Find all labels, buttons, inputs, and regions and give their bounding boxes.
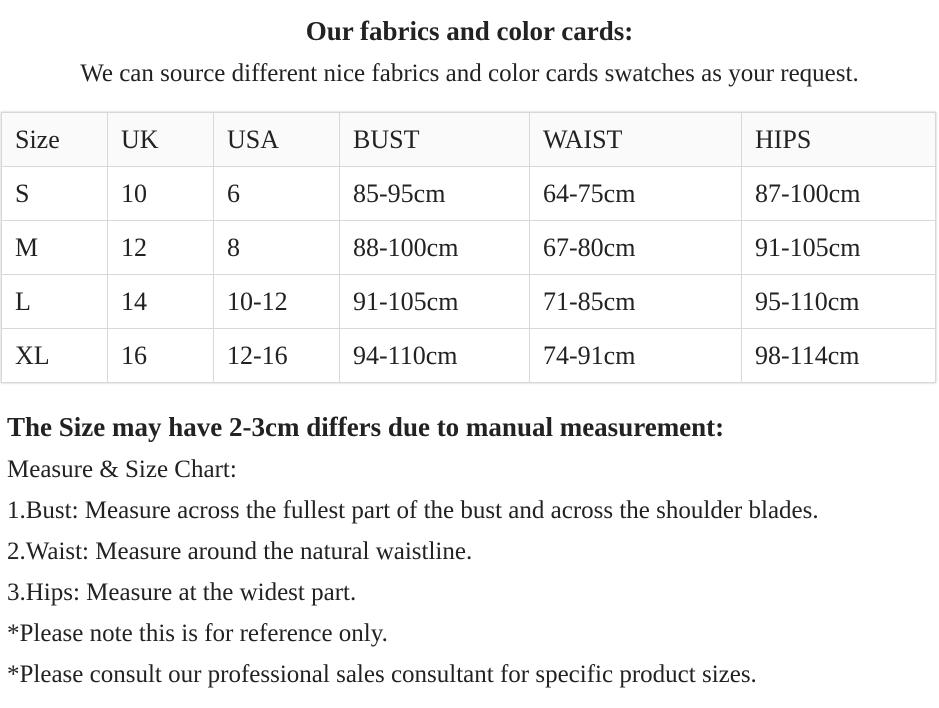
table-row bbox=[2, 275, 936, 329]
cell-hips: 98-114cm bbox=[742, 329, 936, 383]
header-bust: BUST bbox=[340, 113, 530, 167]
table-row bbox=[2, 329, 936, 383]
cell-bust: 91-105cm bbox=[340, 275, 530, 329]
cell-hips: 87-100cm bbox=[742, 167, 936, 221]
bust-instruction: 1.Bust: Measure across the fullest part of the bust and across the shoulder blades. bbox=[7, 497, 819, 524]
cell-usa: 12-16 bbox=[214, 329, 340, 383]
cell-hips: 95-110cm bbox=[742, 275, 936, 329]
hips-instruction: 3.Hips: Measure at the widest part. bbox=[7, 579, 357, 606]
cell-uk: 14 bbox=[108, 275, 214, 329]
waist-instruction: 2.Waist: Measure around the natural waistline. bbox=[7, 538, 473, 565]
cell-waist: 74-91cm bbox=[530, 329, 742, 383]
cell-usa: 6 bbox=[214, 167, 340, 221]
size-chart-table bbox=[1, 112, 936, 383]
cell-size: M bbox=[2, 221, 108, 275]
header-waist: WAIST bbox=[530, 113, 742, 167]
cell-uk: 16 bbox=[108, 329, 214, 383]
page-subtitle: We can source different nice fabrics and color cards swatches as your request. bbox=[80, 60, 859, 87]
header-size: Size bbox=[2, 113, 108, 167]
cell-bust: 94-110cm bbox=[340, 329, 530, 383]
cell-usa: 8 bbox=[214, 221, 340, 275]
page-title: Our fabrics and color cards: bbox=[305, 16, 634, 46]
header-uk: UK bbox=[108, 113, 214, 167]
table-header-row bbox=[2, 113, 936, 167]
measure-chart-title: Measure & Size Chart: bbox=[7, 456, 237, 483]
cell-waist: 67-80cm bbox=[530, 221, 742, 275]
cell-bust: 85-95cm bbox=[340, 167, 530, 221]
consult-note: *Please consult our professional sales consultant for specific product sizes. bbox=[7, 661, 757, 688]
header-hips: HIPS bbox=[742, 113, 936, 167]
cell-uk: 12 bbox=[108, 221, 214, 275]
reference-note: *Please note this is for reference only. bbox=[7, 620, 388, 647]
measurement-disclaimer: The Size may have 2-3cm differs due to manual measurement: bbox=[7, 412, 725, 442]
cell-size: L bbox=[2, 275, 108, 329]
table-row bbox=[2, 167, 936, 221]
cell-waist: 71-85cm bbox=[530, 275, 742, 329]
cell-bust: 88-100cm bbox=[340, 221, 530, 275]
header-usa: USA bbox=[214, 113, 340, 167]
cell-uk: 10 bbox=[108, 167, 214, 221]
cell-hips: 91-105cm bbox=[742, 221, 936, 275]
cell-usa: 10-12 bbox=[214, 275, 340, 329]
table-row bbox=[2, 221, 936, 275]
cell-size: S bbox=[2, 167, 108, 221]
cell-size: XL bbox=[2, 329, 108, 383]
cell-waist: 64-75cm bbox=[530, 167, 742, 221]
